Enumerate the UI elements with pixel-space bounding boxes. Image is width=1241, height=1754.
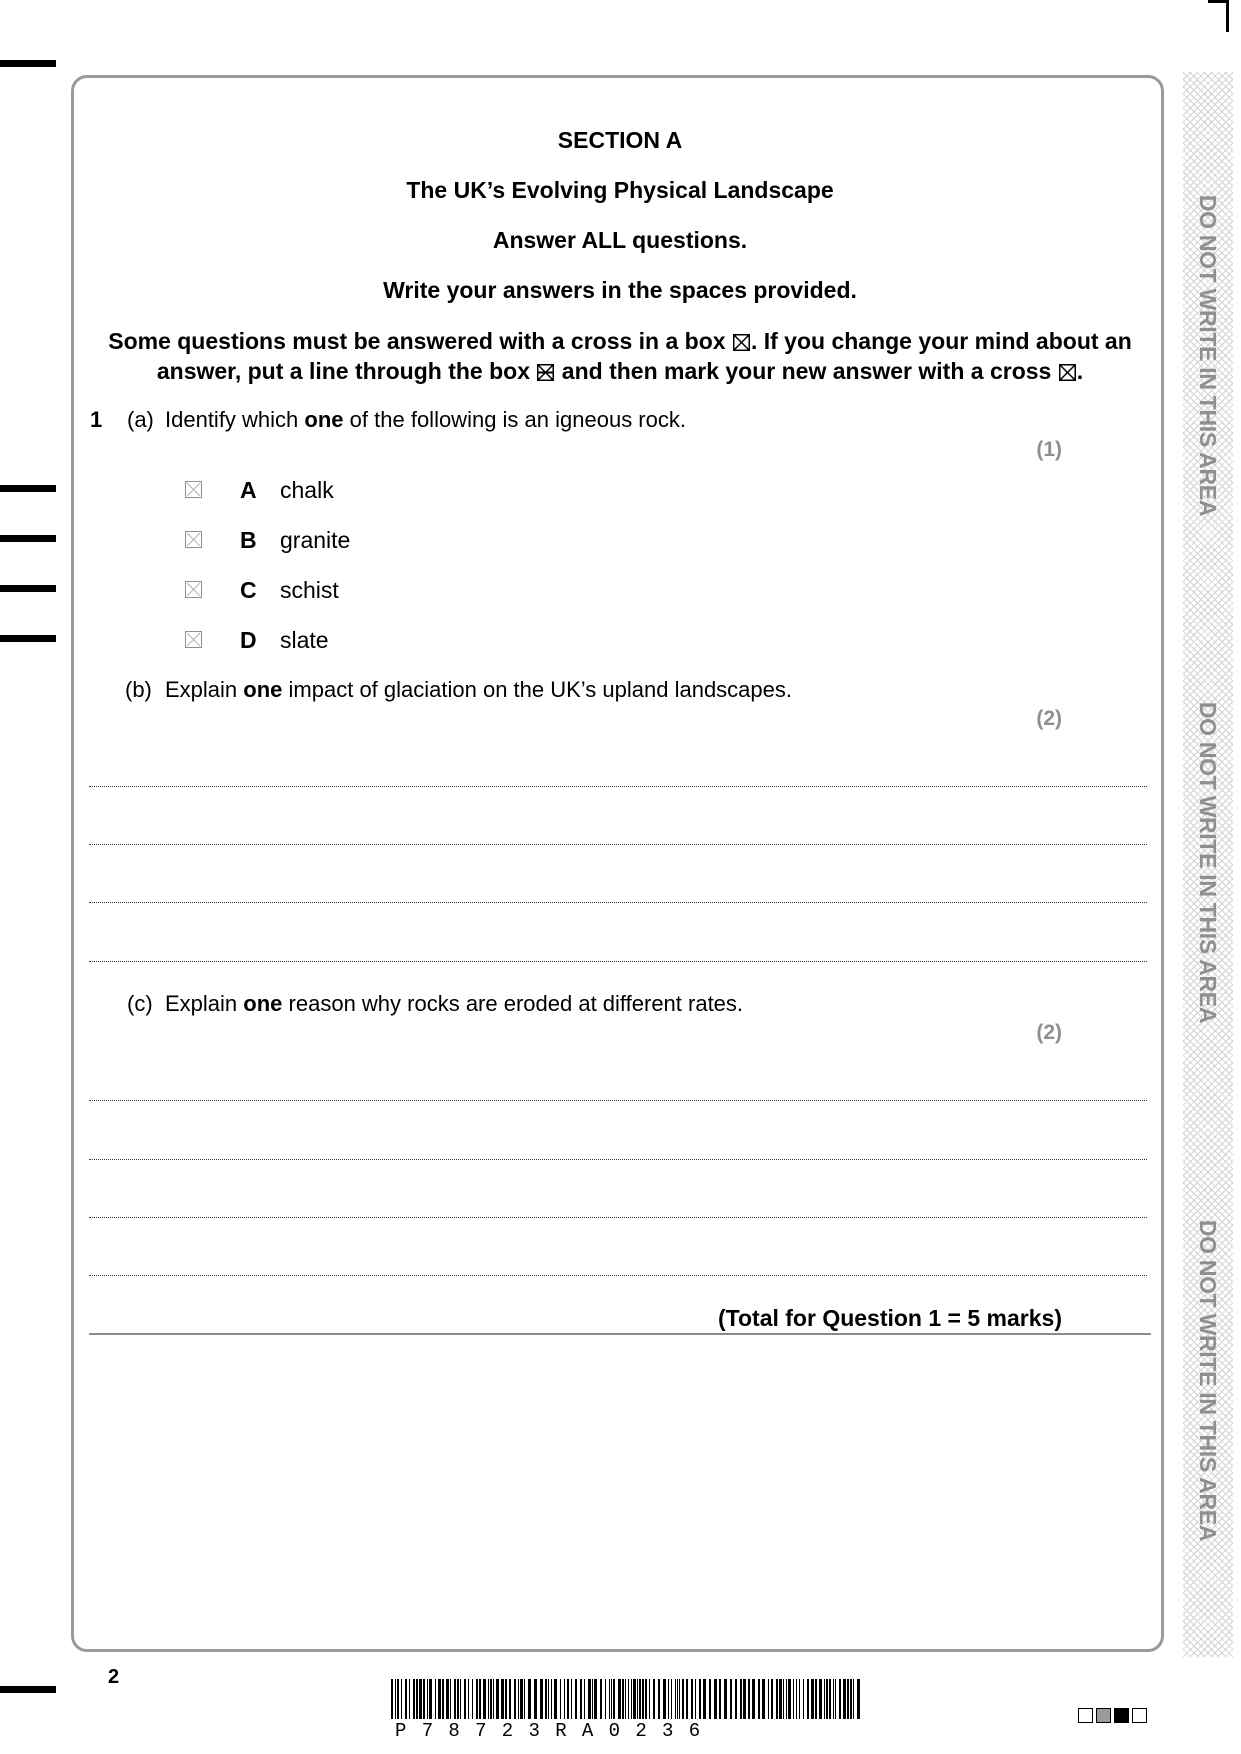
part-a-label: (a) — [127, 407, 154, 432]
part-a-marks: (1) — [1036, 438, 1062, 461]
part-c-question: Explain one reason why rocks are eroded at different rates. — [165, 991, 744, 1016]
barcode-text: P78723RA0236 — [395, 1720, 716, 1742]
part-b-label: (b) — [125, 677, 152, 702]
option-b-checkbox[interactable] — [185, 531, 202, 548]
part-b-marks: (2) — [1036, 707, 1062, 730]
option-c-checkbox[interactable] — [185, 581, 202, 598]
answer-line[interactable] — [89, 902, 1147, 903]
option-a-letter: A — [240, 477, 257, 503]
barcode — [391, 1679, 863, 1721]
density-square — [1078, 1708, 1093, 1723]
instruction-write-answers: Write your answers in the spaces provided. — [383, 277, 857, 303]
answer-line[interactable] — [89, 786, 1147, 787]
margin-tick — [0, 60, 56, 67]
crossed-box-icon — [1059, 364, 1076, 381]
option-c-label: schist — [280, 577, 339, 603]
margin-tick — [0, 535, 56, 542]
part-b-question: Explain one impact of glaciation on the UK’s upland landscapes. — [165, 677, 792, 702]
option-c-letter: C — [240, 577, 257, 603]
section-title: SECTION A — [557, 127, 683, 153]
part-c-label: (c) — [127, 991, 153, 1016]
margin-tick — [0, 485, 56, 492]
answer-line[interactable] — [89, 1275, 1147, 1276]
instruction-answer-all: Answer ALL questions. — [492, 227, 748, 253]
option-d-label: slate — [280, 627, 329, 653]
margin-tick — [0, 1686, 56, 1693]
density-square — [1132, 1708, 1147, 1723]
struck-through-box-icon — [537, 364, 554, 381]
answer-line[interactable] — [89, 1100, 1147, 1101]
part-c-marks: (2) — [1036, 1021, 1062, 1044]
crossed-box-icon — [733, 334, 750, 351]
answer-line[interactable] — [89, 844, 1147, 845]
option-a-checkbox[interactable] — [185, 481, 202, 498]
total-rule — [89, 1333, 1151, 1335]
answer-line[interactable] — [89, 1159, 1147, 1160]
option-b-label: granite — [280, 527, 351, 553]
cross-instruction: Some questions must be answered with a cross in a box . If you change your mind about an answer, put a line through the box and then mark your new answer with a cross . — [108, 328, 1132, 384]
corner-mark — [1208, 0, 1229, 3]
option-d-letter: D — [240, 627, 257, 653]
density-square — [1096, 1708, 1111, 1723]
answer-line[interactable] — [89, 961, 1147, 962]
topic-title: The UK’s Evolving Physical Landscape — [406, 177, 834, 203]
option-a-label: chalk — [280, 477, 334, 503]
option-b-letter: B — [240, 527, 257, 553]
margin-tick — [0, 585, 56, 592]
margin-tick — [0, 635, 56, 642]
answer-frame — [71, 75, 1164, 1652]
density-square — [1114, 1708, 1129, 1723]
part-a-question: Identify which one of the following is an igneous rock. — [165, 407, 686, 432]
question-total: (Total for Question 1 = 5 marks) — [717, 1305, 1062, 1331]
question-number: 1 — [90, 407, 103, 432]
answer-line[interactable] — [89, 1217, 1147, 1218]
option-d-checkbox[interactable] — [185, 631, 202, 648]
corner-mark — [1226, 0, 1229, 32]
page-number: 2 — [108, 1666, 120, 1688]
